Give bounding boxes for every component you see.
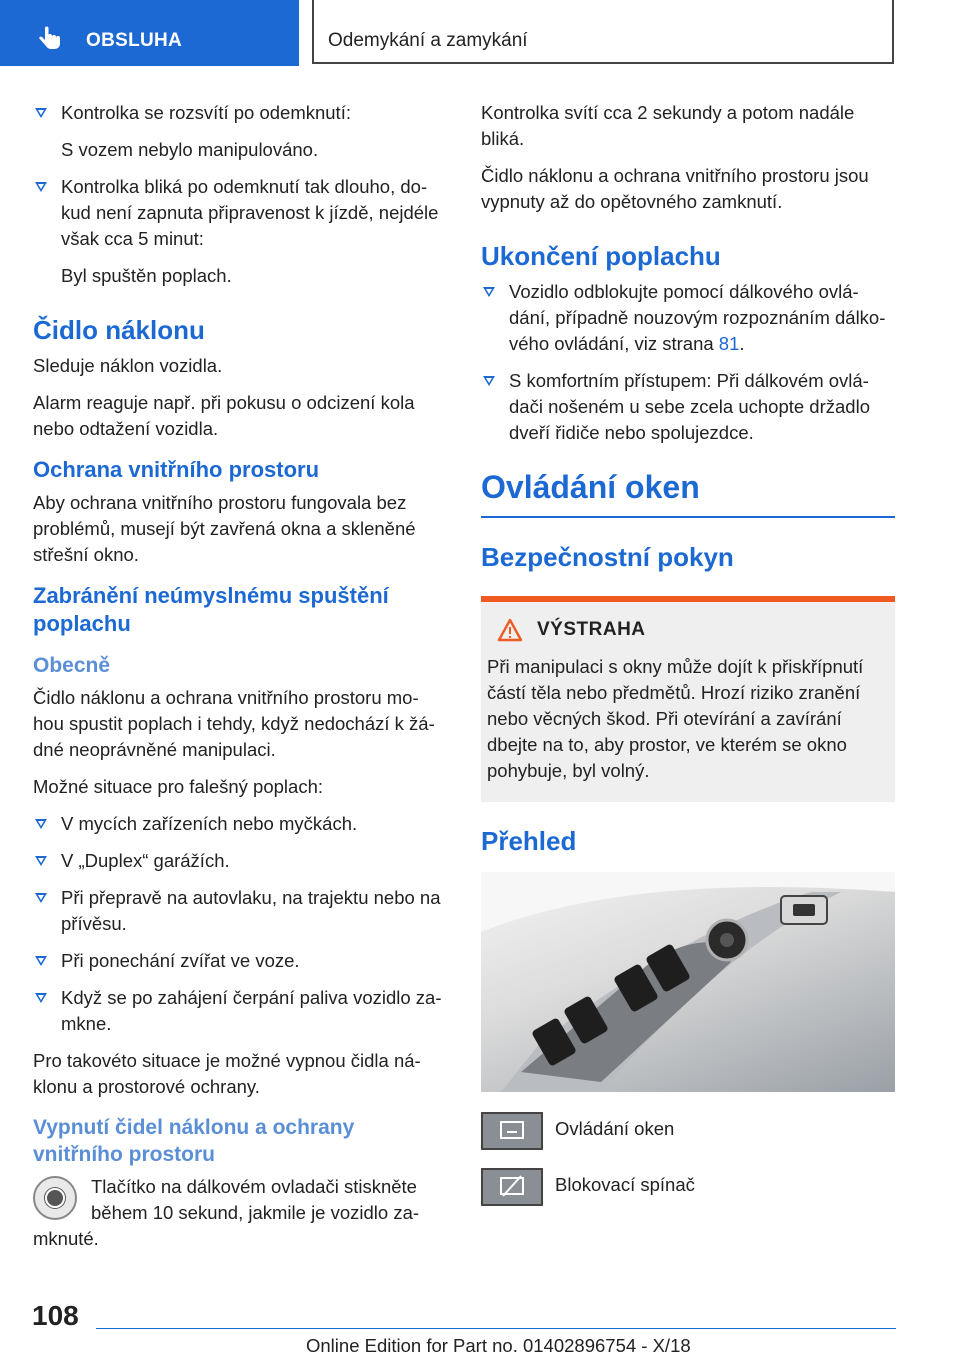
triangle-bullet-icon <box>35 819 47 829</box>
hand-pointer-icon <box>36 26 62 52</box>
remote-key-button-icon <box>33 1176 77 1220</box>
triangle-bullet-icon <box>483 376 495 386</box>
list-item: V mycích zařízeních nebo myčkách. <box>33 811 448 837</box>
page-number: 108 <box>32 1300 79 1331</box>
paragraph: Pro takovéto situace je možné vypnou čidla ná- klonu a prostorové ochrany. <box>33 1050 421 1097</box>
section-tab[interactable] <box>0 0 299 66</box>
remote-key-instruction <box>33 1174 448 1252</box>
triangle-bullet-icon <box>483 287 495 297</box>
triangle-bullet-icon <box>35 993 47 1003</box>
list-item-result: Byl spuštěn poplach. <box>61 265 232 286</box>
list-item: V „Duplex“ garážích. <box>33 848 448 874</box>
subsection-heading: Vypnutí čidel náklonu a ochrany vnitřního prostoru <box>33 1116 355 1166</box>
right-column <box>481 100 895 1224</box>
section-heading: Zabránění neúmyslnému spuštění poplachu <box>33 583 389 636</box>
paragraph: Sleduje náklon vozidla. <box>33 355 223 376</box>
chapter-heading: Ovládání oken <box>481 468 895 518</box>
false-alarm-list <box>33 811 448 1037</box>
paragraph: Tlačítko na dálkovém ovladači stiskněte během 10 sekund, jakmile je vozidlo za- mknuté. <box>33 1176 420 1249</box>
paragraph: Alarm reaguje např. při pokusu o odcizení kola nebo odtažení vozidla. <box>33 392 415 439</box>
list-item: Vozidlo odblokujte pomocí dálkového ovlá- dání, případně nouzovým rozpoznáním dálko- vého ovládání, viz strana 81. <box>481 279 895 357</box>
section-heading: Ukončení poplachu <box>481 241 721 271</box>
section-heading: Čidlo náklonu <box>33 315 205 345</box>
warning-triangle-icon <box>497 618 523 642</box>
triangle-bullet-icon <box>35 108 47 118</box>
section-heading: Přehled <box>481 826 577 856</box>
triangle-bullet-icon <box>35 956 47 966</box>
indicator-list <box>33 100 448 126</box>
list-item: Při ponechání zvířat ve voze. <box>33 948 448 974</box>
door-panel-photo <box>481 872 895 1092</box>
window-lock-icon <box>481 1168 543 1206</box>
section-heading: Ochrana vnitřního prostoru <box>33 457 320 482</box>
window-switch-panel-illustration <box>481 872 895 1092</box>
warning-box <box>481 596 895 802</box>
chapter-title: Odemykání a zamykání <box>328 30 528 51</box>
legend-item: Blokovací spínač <box>481 1168 895 1206</box>
footer-divider <box>96 1328 896 1329</box>
end-alarm-list <box>481 279 895 446</box>
paragraph: Čidlo náklonu a ochrana vnitřního prostoru mo- hou spustit poplach i tehdy, když nedochází k žá- dné neoprávněné manipulaci. <box>33 687 435 760</box>
warning-text: Při manipulaci s okny může dojít k přiskřípnutí částí těla nebo předmětů. Hrozí riziko zranění nebo věcných škod. Při otevírání a zavírání dbejte na to, aby prostor, ve kterém se okno pohybuje, byl volný. <box>487 656 864 781</box>
list-item: Kontrolka se rozsvítí po odemknutí: <box>33 100 448 126</box>
page-link[interactable]: 81 <box>718 333 740 354</box>
paragraph: Čidlo náklonu a ochrana vnitřního prostoru jsou vypnuty až do opětovného zamknutí. <box>481 165 869 212</box>
section-heading: Bezpečnostní pokyn <box>481 542 734 572</box>
triangle-bullet-icon <box>35 856 47 866</box>
legend-item: Ovládání oken <box>481 1112 895 1150</box>
section-label: OBSLUHA <box>86 30 183 51</box>
paragraph: Možné situace pro falešný poplach: <box>33 776 324 797</box>
paragraph: Aby ochrana vnitřního prostoru fungovala bez problémů, musejí být zavřená okna a skleněné střešní okno. <box>33 492 416 565</box>
list-item: Když se po zahájení čerpání paliva vozidlo za- mkne. <box>33 985 448 1037</box>
paragraph: Kontrolka svítí cca 2 sekundy a potom nadále bliká. <box>481 102 855 149</box>
page-header <box>0 0 960 66</box>
list-item: S komfortním přístupem: Při dálkovém ovlá- dači nošeném u sebe zcela uchopte držadlo dveří řidiče nebo spolujezdce. <box>481 368 895 446</box>
window-switch-icon <box>481 1112 543 1150</box>
footer-edition: Online Edition for Part no. 01402896754 - X/18 <box>306 1335 691 1356</box>
list-item: Kontrolka bliká po odemknutí tak dlouho, do- kud není zapnuta připravenost k jízdě, nejdéle však cca 5 minut: <box>33 174 448 252</box>
chapter-tab <box>312 0 894 64</box>
list-item: Při přepravě na autovlaku, na trajektu nebo na přívěsu. <box>33 885 448 937</box>
warning-title: VÝSTRAHA <box>537 619 646 640</box>
subsection-heading: Obecně <box>33 654 111 677</box>
left-column <box>33 100 448 1263</box>
triangle-bullet-icon <box>35 893 47 903</box>
triangle-bullet-icon <box>35 182 47 192</box>
indicator-list <box>33 174 448 252</box>
list-item-result: S vozem nebylo manipulováno. <box>61 139 319 160</box>
